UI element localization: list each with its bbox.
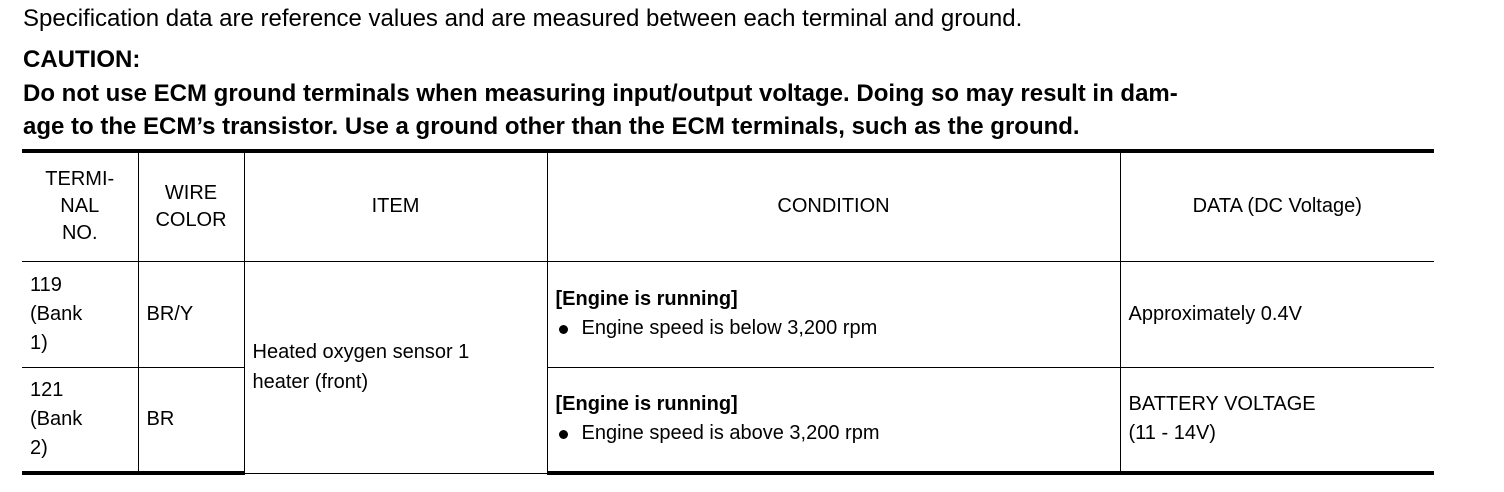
condition-bullet: Engine speed is above 3,200 rpm xyxy=(556,419,1112,448)
condition-title: [Engine is running] xyxy=(555,393,738,416)
header-condition: CONDITION xyxy=(547,151,1120,261)
wire-color-cell: BR/Y xyxy=(138,261,244,367)
caution-body xyxy=(23,77,1443,143)
header-wire-color: WIRE COLOR xyxy=(138,151,244,261)
caution-line: Do not use ECM ground terminals when measuring input/output voltage. Doing so may result in dam- xyxy=(23,80,1178,107)
data-cell: BATTERY VOLTAGE (11 - 14V) xyxy=(1120,367,1434,473)
table-row xyxy=(22,261,1434,367)
condition-cell xyxy=(547,261,1120,367)
header-terminal-no: TERMI- NAL NO. xyxy=(22,151,138,261)
terminal-cell: 119 (Bank 1) xyxy=(22,261,138,367)
caution-line: age to the ECM’s transistor. Use a ground other than the ECM terminals, such as the ground. xyxy=(23,113,1080,140)
intro-text: Specification data are reference values and are measured between each terminal and ground. xyxy=(23,5,1023,32)
item-cell: Heated oxygen sensor 1 heater (front) xyxy=(244,261,547,473)
condition-cell xyxy=(547,367,1120,473)
condition-title: [Engine is running] xyxy=(555,288,738,310)
spec-table xyxy=(22,149,1434,475)
caution-heading: CAUTION: xyxy=(23,46,141,73)
wire-color-cell: BR xyxy=(138,367,244,473)
condition-bullet: Engine speed is below 3,200 rpm xyxy=(556,314,1112,343)
header-data: DATA (DC Voltage) xyxy=(1120,151,1434,261)
terminal-cell: 121 (Bank 2) xyxy=(22,367,138,473)
table-row xyxy=(22,367,1434,473)
header-row xyxy=(22,151,1434,261)
data-cell: Approximately 0.4V xyxy=(1120,261,1434,367)
header-item: ITEM xyxy=(244,151,547,261)
